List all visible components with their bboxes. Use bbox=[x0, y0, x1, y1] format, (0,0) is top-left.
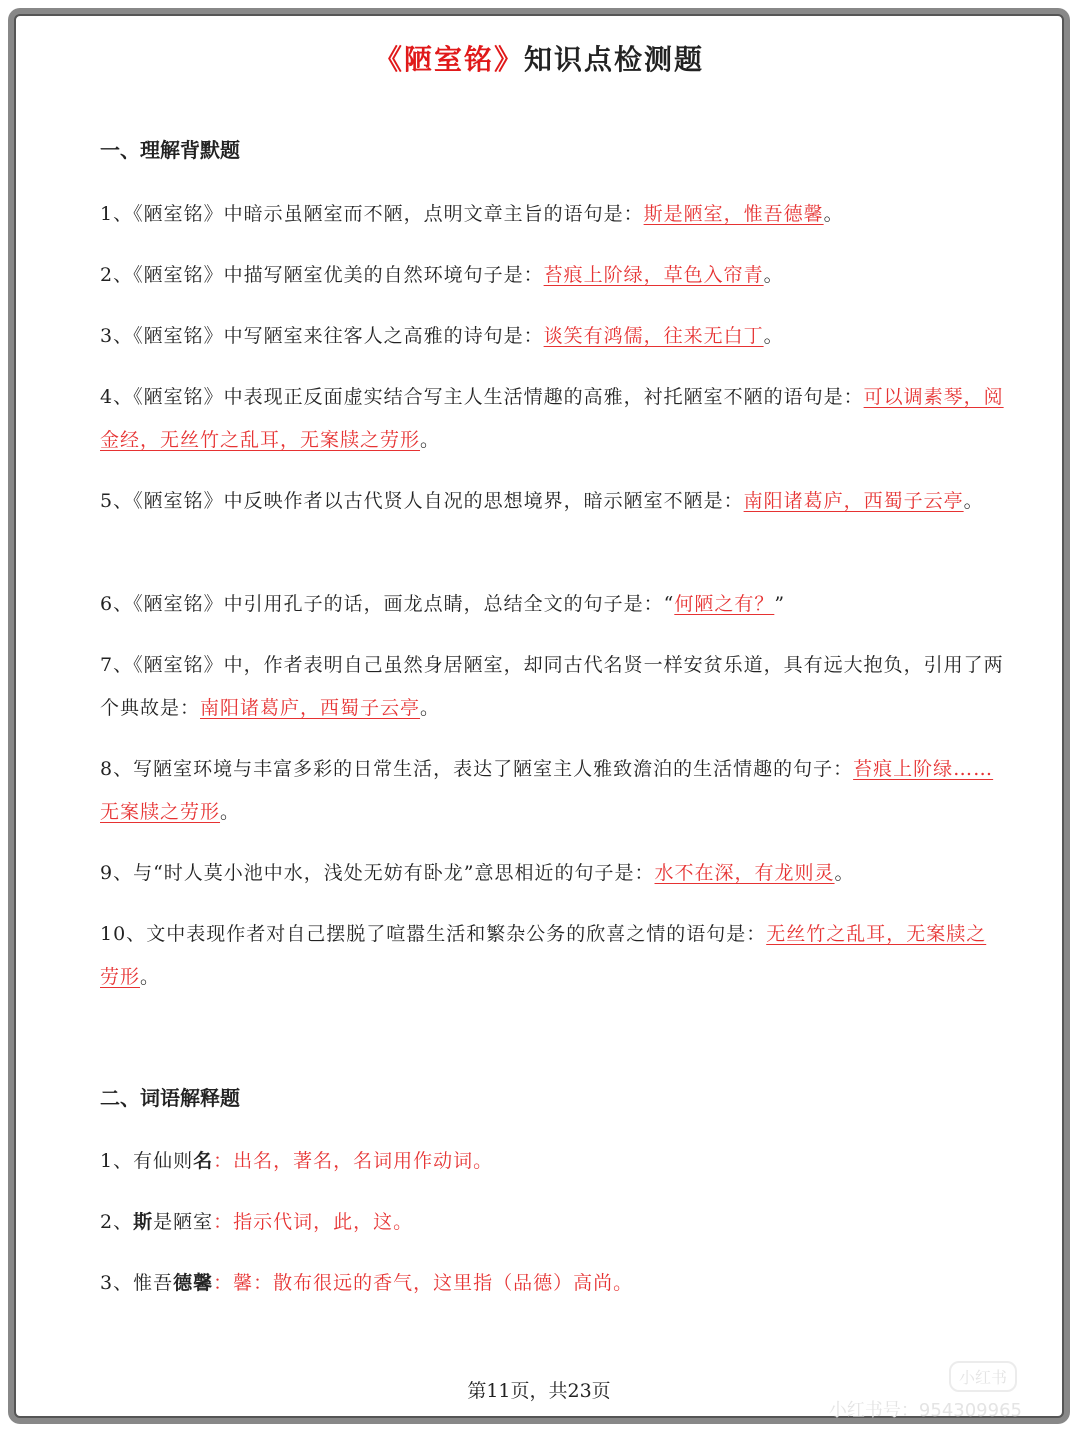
q-num: 3、 bbox=[100, 325, 134, 347]
q-num: 4、 bbox=[100, 386, 134, 408]
question-1 bbox=[100, 193, 1005, 236]
q-end: 。 bbox=[763, 264, 784, 286]
answer: 谈笑有鸿儒，往来无白丁 bbox=[543, 325, 764, 347]
q-text: 与“时人莫小池中水，浅处无妨有卧龙”意思相近的句子是： bbox=[133, 862, 655, 884]
question-9 bbox=[100, 852, 1005, 895]
q-text: 《陋室铭》中，作者表明自己虽然身居陋室，却同古代名贤一样安贫乐道，具有远大抱负，引用了两个典故是： bbox=[100, 654, 1004, 719]
q-text: 《陋室铭》中引用孔子的话，画龙点睛，总结全文的句子是：“ bbox=[133, 593, 675, 615]
v-answer: 馨：散布很远的香气，这里指（品德）高尚。 bbox=[233, 1272, 634, 1294]
q-text: 文中表现作者对自己摆脱了喧嚣生活和繁杂公务的欣喜之情的语句是： bbox=[146, 923, 767, 945]
q-end: 。 bbox=[763, 325, 784, 347]
answer: 南阳诸葛庐，西蜀子云亭 bbox=[743, 490, 964, 512]
v-pre: 有仙则 bbox=[133, 1150, 194, 1172]
section1-heading: 一、理解背默题 bbox=[100, 138, 240, 162]
v-colon: ： bbox=[213, 1150, 234, 1172]
q-num: 2、 bbox=[100, 264, 134, 286]
q-num: 7、 bbox=[100, 654, 134, 676]
answer: 何陋之有？ bbox=[674, 593, 775, 615]
q-num: 10、 bbox=[100, 923, 147, 945]
question-10 bbox=[100, 913, 1005, 999]
q-text: 《陋室铭》中写陋室来往客人之高雅的诗句是： bbox=[133, 325, 544, 347]
question-6 bbox=[100, 583, 1005, 626]
answer: 南阳诸葛庐，西蜀子云亭 bbox=[200, 697, 421, 719]
q-num: 6、 bbox=[100, 593, 134, 615]
v-word: 斯 bbox=[133, 1211, 154, 1233]
v-colon: ： bbox=[213, 1272, 234, 1294]
question-4 bbox=[100, 376, 1005, 462]
document-page bbox=[14, 14, 1064, 1421]
v-num: 3、 bbox=[100, 1272, 134, 1294]
question-2 bbox=[100, 254, 1005, 297]
v-word: 德馨 bbox=[173, 1272, 214, 1294]
q-end: 。 bbox=[220, 801, 241, 823]
v-post: 是陋室 bbox=[153, 1211, 214, 1233]
q-text: 写陋室环境与丰富多彩的日常生活，表达了陋室主人雅致澹泊的生活情趣的句子： bbox=[133, 758, 854, 780]
q-text: 《陋室铭》中暗示虽陋室而不陋，点明文章主旨的语句是： bbox=[133, 203, 644, 225]
v-answer: 出名，著名，名词用作动词。 bbox=[233, 1150, 494, 1172]
vocab-item-2 bbox=[100, 1201, 1005, 1244]
question-7 bbox=[100, 644, 1005, 730]
q-end: 。 bbox=[420, 697, 441, 719]
answer: 水不在深，有龙则灵 bbox=[654, 862, 835, 884]
answer: 斯是陋室，惟吾德馨 bbox=[643, 203, 824, 225]
vocab-item-3 bbox=[100, 1262, 1005, 1305]
answer: 无丝竹之乱耳，无案牍之劳形 bbox=[100, 923, 987, 988]
q-text: 《陋室铭》中表现正反面虚实结合写主人生活情趣的高雅，衬托陋室不陋的语句是： bbox=[133, 386, 864, 408]
q-num: 5、 bbox=[100, 490, 134, 512]
vocab-item-1 bbox=[100, 1140, 1005, 1183]
q-num: 1、 bbox=[100, 203, 134, 225]
answer: 苔痕上阶绿……无案牍之劳形 bbox=[100, 758, 994, 823]
answer: 苔痕上阶绿，草色入帘青 bbox=[543, 264, 764, 286]
q-end: 。 bbox=[140, 966, 161, 988]
v-pre: 惟吾 bbox=[133, 1272, 174, 1294]
watermark-logo: 小红书 bbox=[949, 1361, 1017, 1392]
page-title bbox=[16, 38, 1062, 78]
v-num: 2、 bbox=[100, 1211, 134, 1233]
q-text: 《陋室铭》中描写陋室优美的自然环境句子是： bbox=[133, 264, 544, 286]
title-red-part: 《陋室铭》 bbox=[373, 43, 524, 76]
q-end: ” bbox=[774, 593, 786, 615]
q-num: 8、 bbox=[100, 758, 134, 780]
question-5 bbox=[100, 480, 1005, 523]
v-num: 1、 bbox=[100, 1150, 134, 1172]
page-number: 第11页，共23页 bbox=[467, 1380, 611, 1402]
v-answer: 指示代词，此，这。 bbox=[233, 1211, 414, 1233]
q-end: 。 bbox=[823, 203, 844, 225]
answer: 可以调素琴，阅金经，无丝竹之乱耳，无案牍之劳形 bbox=[100, 386, 1004, 451]
q-end: 。 bbox=[963, 490, 984, 512]
question-3 bbox=[100, 315, 1005, 358]
question-8 bbox=[100, 748, 1005, 834]
q-num: 9、 bbox=[100, 862, 134, 884]
v-word: 名 bbox=[193, 1150, 214, 1172]
section2-heading: 二、词语解释题 bbox=[100, 1086, 240, 1110]
title-black-part: 知识点检测题 bbox=[524, 43, 705, 76]
q-end: 。 bbox=[834, 862, 855, 884]
watermark-text: 小红书号：954309965 bbox=[828, 1400, 1022, 1421]
q-text: 《陋室铭》中反映作者以古代贤人自况的思想境界，暗示陋室不陋是： bbox=[133, 490, 744, 512]
v-colon: ： bbox=[213, 1211, 234, 1233]
q-end: 。 bbox=[420, 429, 441, 451]
